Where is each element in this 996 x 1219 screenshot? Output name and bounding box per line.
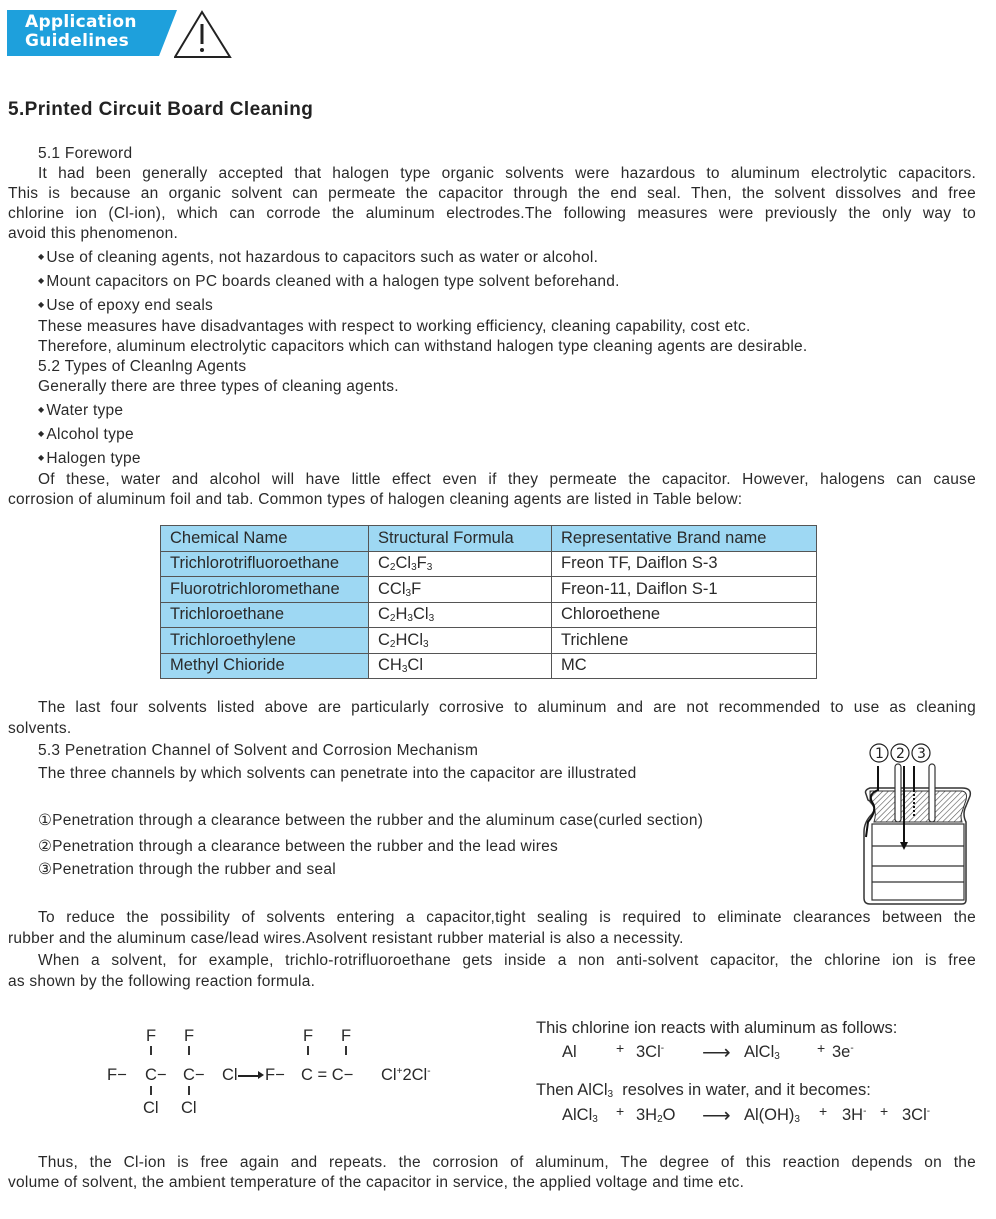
banner-line-1: Application	[25, 12, 137, 32]
chemical-name-cell: Trichlorotrifluoroethane	[161, 551, 369, 577]
reaction-intro-line: When a solvent, for example, trichlo-rotrifluoroethane gets inside a non anti-solvent capacitor, the chlorine ion is free	[38, 952, 976, 969]
warning-triangle-icon	[174, 10, 234, 60]
atom-Cl: Cl	[222, 1066, 238, 1084]
cleaning-agents-intro: Generally there are three types of cleaning agents.	[38, 378, 399, 395]
penetration-intro: The three channels by which solvents can penetrate into the capacitor are illustrated	[38, 765, 637, 782]
atom-F: F	[146, 1027, 157, 1045]
table-row	[161, 577, 817, 603]
brand-cell: Freon TF, Daiflon S-3	[552, 551, 817, 577]
atom-F: F	[341, 1027, 352, 1045]
double-bond-group: C = C−	[301, 1066, 354, 1084]
brand-cell: Freon-11, Daiflon S-1	[552, 577, 817, 603]
chemical-name-cell: Trichloroethylene	[161, 628, 369, 654]
cleaning-agents-heading: 5.2 Types of Cleanlng Agents	[38, 358, 247, 375]
reaction-arrow-icon	[238, 1075, 260, 1077]
sealing-para-line: rubber and the aluminum case/lead wires.Asolvent resistant rubber material is also a necessity.	[8, 930, 684, 947]
chemical-name-cell: Trichloroethane	[161, 602, 369, 628]
arrow-icon: ⟶	[702, 1042, 731, 1064]
diagram-label-1: 1	[875, 746, 884, 762]
product-Cl: Cl+2Cl-	[381, 1066, 431, 1084]
table-row	[161, 551, 817, 577]
table-row	[161, 628, 817, 654]
cleaning-agent-bullet: ◆ Water type	[38, 401, 996, 423]
brand-cell: Chloroethene	[552, 602, 817, 628]
cleaning-agent-bullet: ◆ Halogen type	[38, 449, 996, 471]
formula-cell: $CH_3Cl$	[369, 653, 552, 679]
equation-intro-1: This chlorine ion reacts with aluminum as follows:	[536, 1019, 898, 1037]
formula-cell: $C_2HCl_3$	[369, 628, 552, 654]
after-table-line: The last four solvents listed above are particularly corrosive to aluminum and are not recommended to use as cleaning	[38, 699, 976, 716]
cleaning-agents-para-line: corrosion of aluminum foil and tab. Common types of halogen cleaning agents are listed in Table below:	[8, 491, 743, 508]
banner-line-2: Guidelines	[25, 31, 129, 51]
brand-cell: MC	[552, 653, 817, 679]
foreword-after-line: These measures have disadvantages with respect to working efficiency, cleaning capability, cost etc.	[38, 318, 751, 335]
formula-cell: $C_2Cl_3F_3$	[369, 551, 552, 577]
column-header: Chemical Name	[161, 526, 369, 552]
foreword-bullet: ◆ Use of epoxy end seals	[38, 296, 996, 318]
penetration-channel: ③Penetration through the rubber and seal	[38, 861, 336, 878]
formula-cell: $C_2H_3Cl_3$	[369, 602, 552, 628]
brand-cell: Trichlene	[552, 628, 817, 654]
foreword-bullet: ◆ Use of cleaning agents, not hazardous to capacitors such as water or alcohol.	[38, 248, 996, 270]
atom-F: F	[184, 1027, 195, 1045]
banner-text	[25, 13, 137, 51]
foreword-para-line: avoid this phenomenon.	[8, 225, 179, 242]
foreword-bullet: ◆ Mount capacitors on PC boards cleaned with a halogen type solvent beforehand.	[38, 272, 996, 294]
closing-line: Thus, the Cl-ion is free again and repeats. the corrosion of aluminum, The degree of this reaction depends on the	[38, 1154, 976, 1171]
sealing-para-line: To reduce the possibility of solvents entering a capacitor,tight sealing is required to eliminate clearances between the	[38, 909, 976, 926]
diagram-label-2: 2	[896, 746, 905, 762]
chemical-name-cell: Fluorotrichloromethane	[161, 577, 369, 603]
chemical-name-cell: Methyl Chioride	[161, 653, 369, 679]
closing-line: volume of solvent, the ambient temperature of the capacitor in service, the applied voltage and time etc.	[8, 1174, 745, 1191]
table-header-row	[161, 526, 817, 552]
halogen-agents-table	[160, 525, 817, 679]
table-row	[161, 653, 817, 679]
application-guidelines-banner	[7, 10, 177, 56]
column-header: Structural Formula	[369, 526, 552, 552]
table-row	[161, 602, 817, 628]
foreword-para-line: This is because an organic solvent can permeate the capacitor through the end seal. Then, the solvent dissolves and free	[8, 185, 976, 202]
foreword-heading: 5.1 Foreword	[38, 145, 133, 162]
penetration-heading: 5.3 Penetration Channel of Solvent and Corrosion Mechanism	[38, 742, 479, 759]
diagram-label-3: 3	[917, 746, 926, 762]
after-table-line: solvents.	[8, 720, 72, 737]
atom-F-right: F−	[265, 1066, 285, 1084]
section-title: 5.Printed Circuit Board Cleaning	[8, 99, 314, 120]
penetration-channel: ①Penetration through a clearance between the rubber and the aluminum case(curled section)	[38, 812, 704, 829]
penetration-channel: ②Penetration through a clearance between the rubber and the lead wires	[38, 838, 558, 855]
capacitor-cross-section-diagram	[858, 742, 978, 907]
arrow-icon: ⟶	[702, 1105, 731, 1127]
cleaning-agent-bullet: ◆ Alcohol type	[38, 425, 996, 447]
atom-C1: C−	[145, 1066, 167, 1084]
atom-C2: C−	[183, 1066, 205, 1084]
reaction-intro-line: as shown by the following reaction formula.	[8, 973, 316, 990]
atom-F-left: F−	[107, 1066, 127, 1084]
atom-F: F	[303, 1027, 314, 1045]
foreword-para-line: It had been generally accepted that halogen type organic solvents were hazardous to aluminum electrolytic capacitors.	[38, 165, 976, 182]
foreword-after-line: Therefore, aluminum electrolytic capacitors which can withstand halogen type cleaning agents are desirable.	[38, 338, 808, 355]
atom-Cl-bottom: Cl	[143, 1099, 159, 1117]
equation-intro-2: Then AlCl$_3$ resolves in water, and it becomes:	[536, 1081, 871, 1100]
atom-Cl-bottom: Cl	[181, 1099, 197, 1117]
cleaning-agents-para-line: Of these, water and alcohol will have little effect even if they permeate the capacitor. However, halogens can cause	[38, 471, 976, 488]
formula-cell: CCl$_3$F	[369, 577, 552, 603]
foreword-para-line: chlorine ion (Cl-ion), which can corrode the aluminum electrodes.The following measures were previously the only way to	[8, 205, 976, 222]
column-header: Representative Brand name	[552, 526, 817, 552]
